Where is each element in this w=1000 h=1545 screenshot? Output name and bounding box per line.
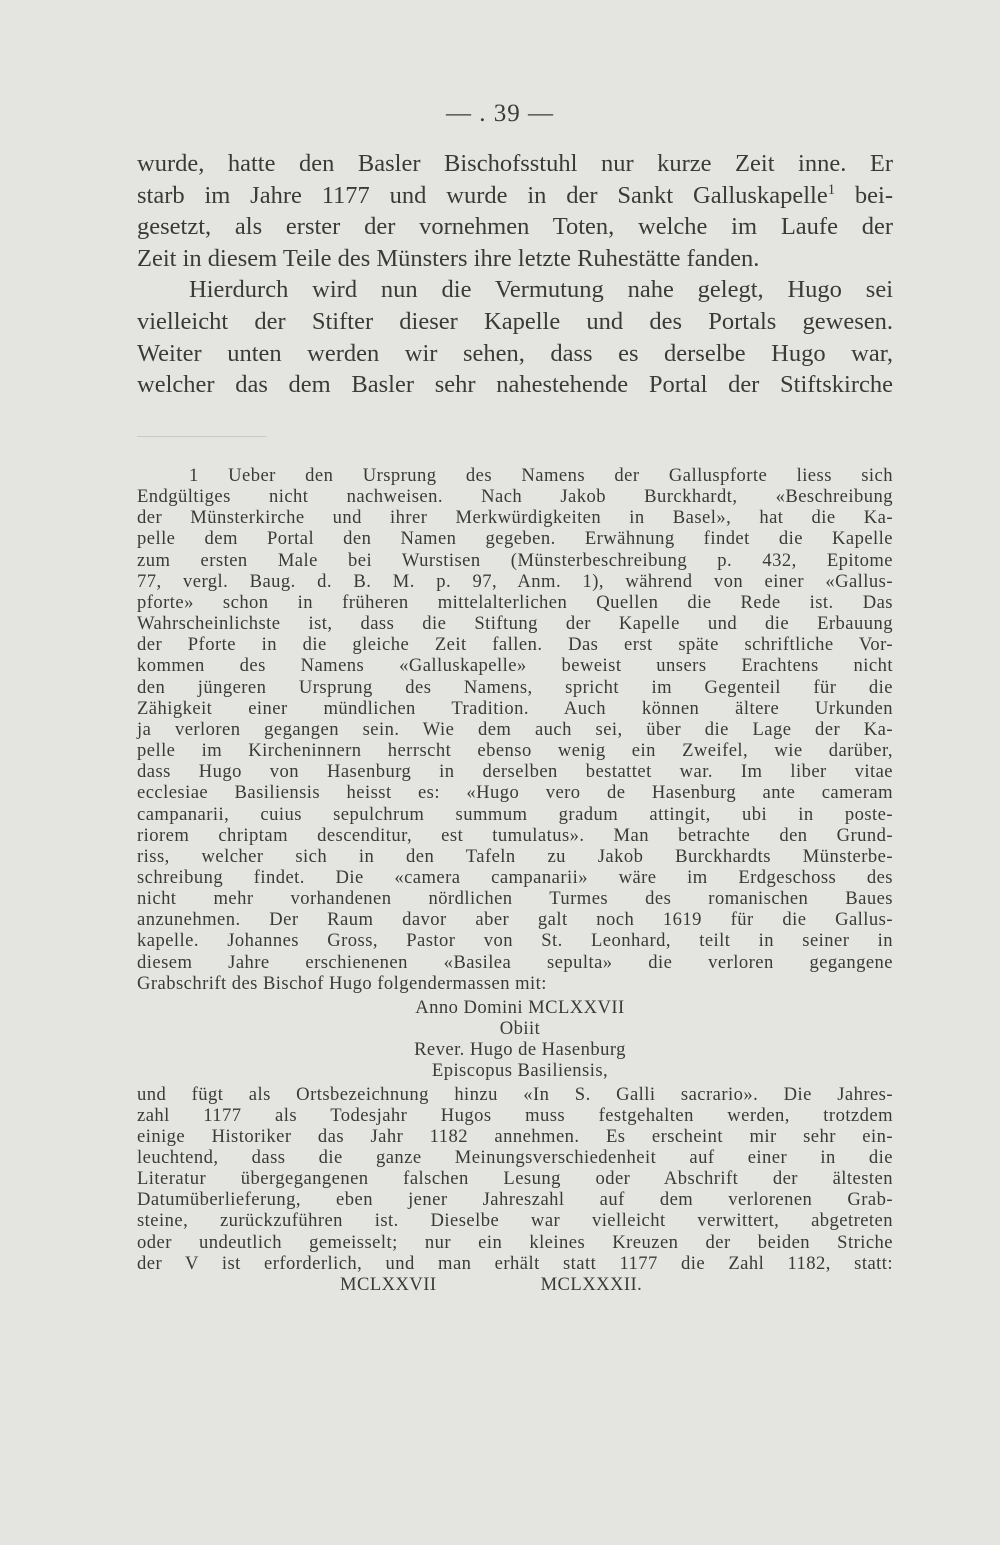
footnote-line: zum ersten Male bei Wurstisen (Münsterbeschreibung p. 432, Epitome <box>137 549 893 571</box>
footnote-line: 1 Ueber den Ursprung des Namens der Galluspforte liess sich <box>189 465 893 486</box>
footnote <box>137 465 893 1295</box>
footnote-line: dass Hugo von Hasenburg in derselben bestattet war. Im liber vitae <box>137 761 893 783</box>
footnote-line: Wahrscheinlichste ist, dass die Stiftung der Kapelle und die Erbauung <box>137 613 893 635</box>
epitaph-line: Episcopus Basiliensis, <box>431 1060 609 1082</box>
footnote-line: und fügt als Ortsbezeichnung hinzu «In S. Galli sacrario». Die Jahres- <box>137 1083 893 1105</box>
footnote-line: leuchtend, dass die ganze Meinungsverschiedenheit auf einer in die <box>137 1147 893 1168</box>
numeral-text: MCLXXVII <box>340 1273 437 1295</box>
footnote-line: 77, vergl. Baug. d. B. M. p. 97, Anm. 1), während von einer «Gallus- <box>137 570 893 592</box>
footnote-line: schreibung findet. Die «camera campanarii» wäre im Erdgeschoss des <box>137 866 893 888</box>
text-segment: starb im Jahre 1177 und wurde in der Sankt Galluskapelle <box>137 181 828 209</box>
footnote-line: riss, welcher sich in den Tafeln zu Jakob Burckhardts Münsterbe- <box>137 845 893 867</box>
footnote-separator <box>137 436 267 437</box>
footnote-line: ecclesiae Basiliensis heisst es: «Hugo vero de Hasenburg ante cameram <box>137 782 893 804</box>
text-line: gesetzt, als erster der vornehmen Toten, welche im Laufe der <box>137 213 893 241</box>
page-number: — . 39 — <box>446 100 554 127</box>
footnote-line: pelle dem Portal den Namen gegeben. Erwähnung findet die Kapelle <box>137 528 893 550</box>
epitaph-line: Anno Domini MCLXXVII <box>415 996 625 1018</box>
footnote-line: der Pforte in die gleiche Zeit fallen. Das erst späte schriftliche Vor- <box>137 634 893 656</box>
footnote-line: Zähigkeit einer mündlichen Tradition. Auch können ältere Urkunden <box>137 697 893 719</box>
text-line: vielleicht der Stifter dieser Kapelle und des Portals gewesen. <box>137 307 893 335</box>
footnote-line: oder undeutlich gemeisselt; nur ein kleines Kreuzen der beiden Striche <box>137 1231 893 1253</box>
footnote-line: kapelle. Johannes Gross, Pastor von St. Leonhard, teilt in seiner in <box>137 930 893 952</box>
footnote-line: kommen des Namens «Galluskapelle» beweist unsers Erachtens nicht <box>137 655 893 677</box>
footnote-line: Endgültiges nicht nachweisen. Nach Jakob Burckhardt, «Beschreibung <box>137 486 893 508</box>
epitaph-line: Obiit <box>499 1018 541 1040</box>
numeral-text: MCLXXXII. <box>540 1273 643 1295</box>
footnote-line: diesem Jahre erschienenen «Basilea sepulta» die verloren gegangene <box>137 951 893 973</box>
footnote-line: den jüngeren Ursprung des Namens, spricht im Gegenteil für die <box>137 676 893 698</box>
footnote-line: pforte» schon in früheren mittelalterlichen Quellen die Rede ist. Das <box>137 591 893 613</box>
footnote-line: der Münsterkirche und ihrer Merkwürdigkeiten in Basel», hat die Ka- <box>137 507 893 529</box>
footnote-line: steine, zurückzuführen ist. Dieselbe war vielleicht verwittert, abgetreten <box>137 1210 893 1232</box>
footnote-line: Grabschrift des Bischof Hugo folgendermassen mit: <box>137 972 547 994</box>
footnote-line: ja verloren gegangen sein. Wie dem auch sei, über die Lage der Ka- <box>137 718 893 740</box>
footnote-line: Literatur übergegangenen falschen Lesung oder Abschrift der ältesten <box>137 1168 893 1190</box>
footnote-line: der V ist erforderlich, und man erhält statt 1177 die Zahl 1182, statt: <box>137 1252 893 1274</box>
footnote-line: einige Historiker das Jahr 1182 annehmen. Es erscheint mir sehr ein- <box>137 1125 893 1147</box>
numerals-line <box>137 1274 893 1295</box>
main-text <box>137 148 893 401</box>
text-line: Hierdurch wird nun die Vermutung nahe gelegt, Hugo sei <box>189 276 893 304</box>
footnote-line: zahl 1177 als Todesjahr Hugos muss festgehalten werden, trotzdem <box>137 1104 893 1126</box>
footnote-line: Datumüberlieferung, eben jener Jahreszahl auf dem verlorenen Grab- <box>137 1189 893 1211</box>
text-line: Weiter unten werden wir sehen, dass es derselbe Hugo war, <box>137 339 893 367</box>
text-line: wurde, hatte den Basler Bischofsstuhl nur kurze Zeit inne. Er <box>137 150 893 177</box>
footnote-line: anzunehmen. Der Raum davor aber galt noch 1619 für die Gallus- <box>137 909 893 931</box>
text-line: welcher das dem Basler sehr nahestehende Portal der Stiftskirche <box>137 371 893 399</box>
footnote-line: nicht mehr vorhandenen nördlichen Turmes des romanischen Baues <box>137 888 893 910</box>
text-segment: bei- <box>854 181 894 209</box>
epitaph-line: Rever. Hugo de Hasenburg <box>414 1039 626 1061</box>
footnote-line: pelle im Kircheninnern herrscht ebenso wenig ein Zweifel, wie darüber, <box>137 740 893 762</box>
text-line: Zeit in diesem Teile des Münsters ihre letzte Ruhestätte fanden. <box>137 244 760 272</box>
footnote-line: campanarii, cuius sepulchrum summum gradum attingit, ubi in poste- <box>137 803 893 825</box>
footnote-line: riorem chriptam descenditur, est tumulatus». Man betrachte den Grund- <box>137 824 893 846</box>
text-line <box>137 180 893 212</box>
footnote-marker: 1 <box>827 181 836 198</box>
